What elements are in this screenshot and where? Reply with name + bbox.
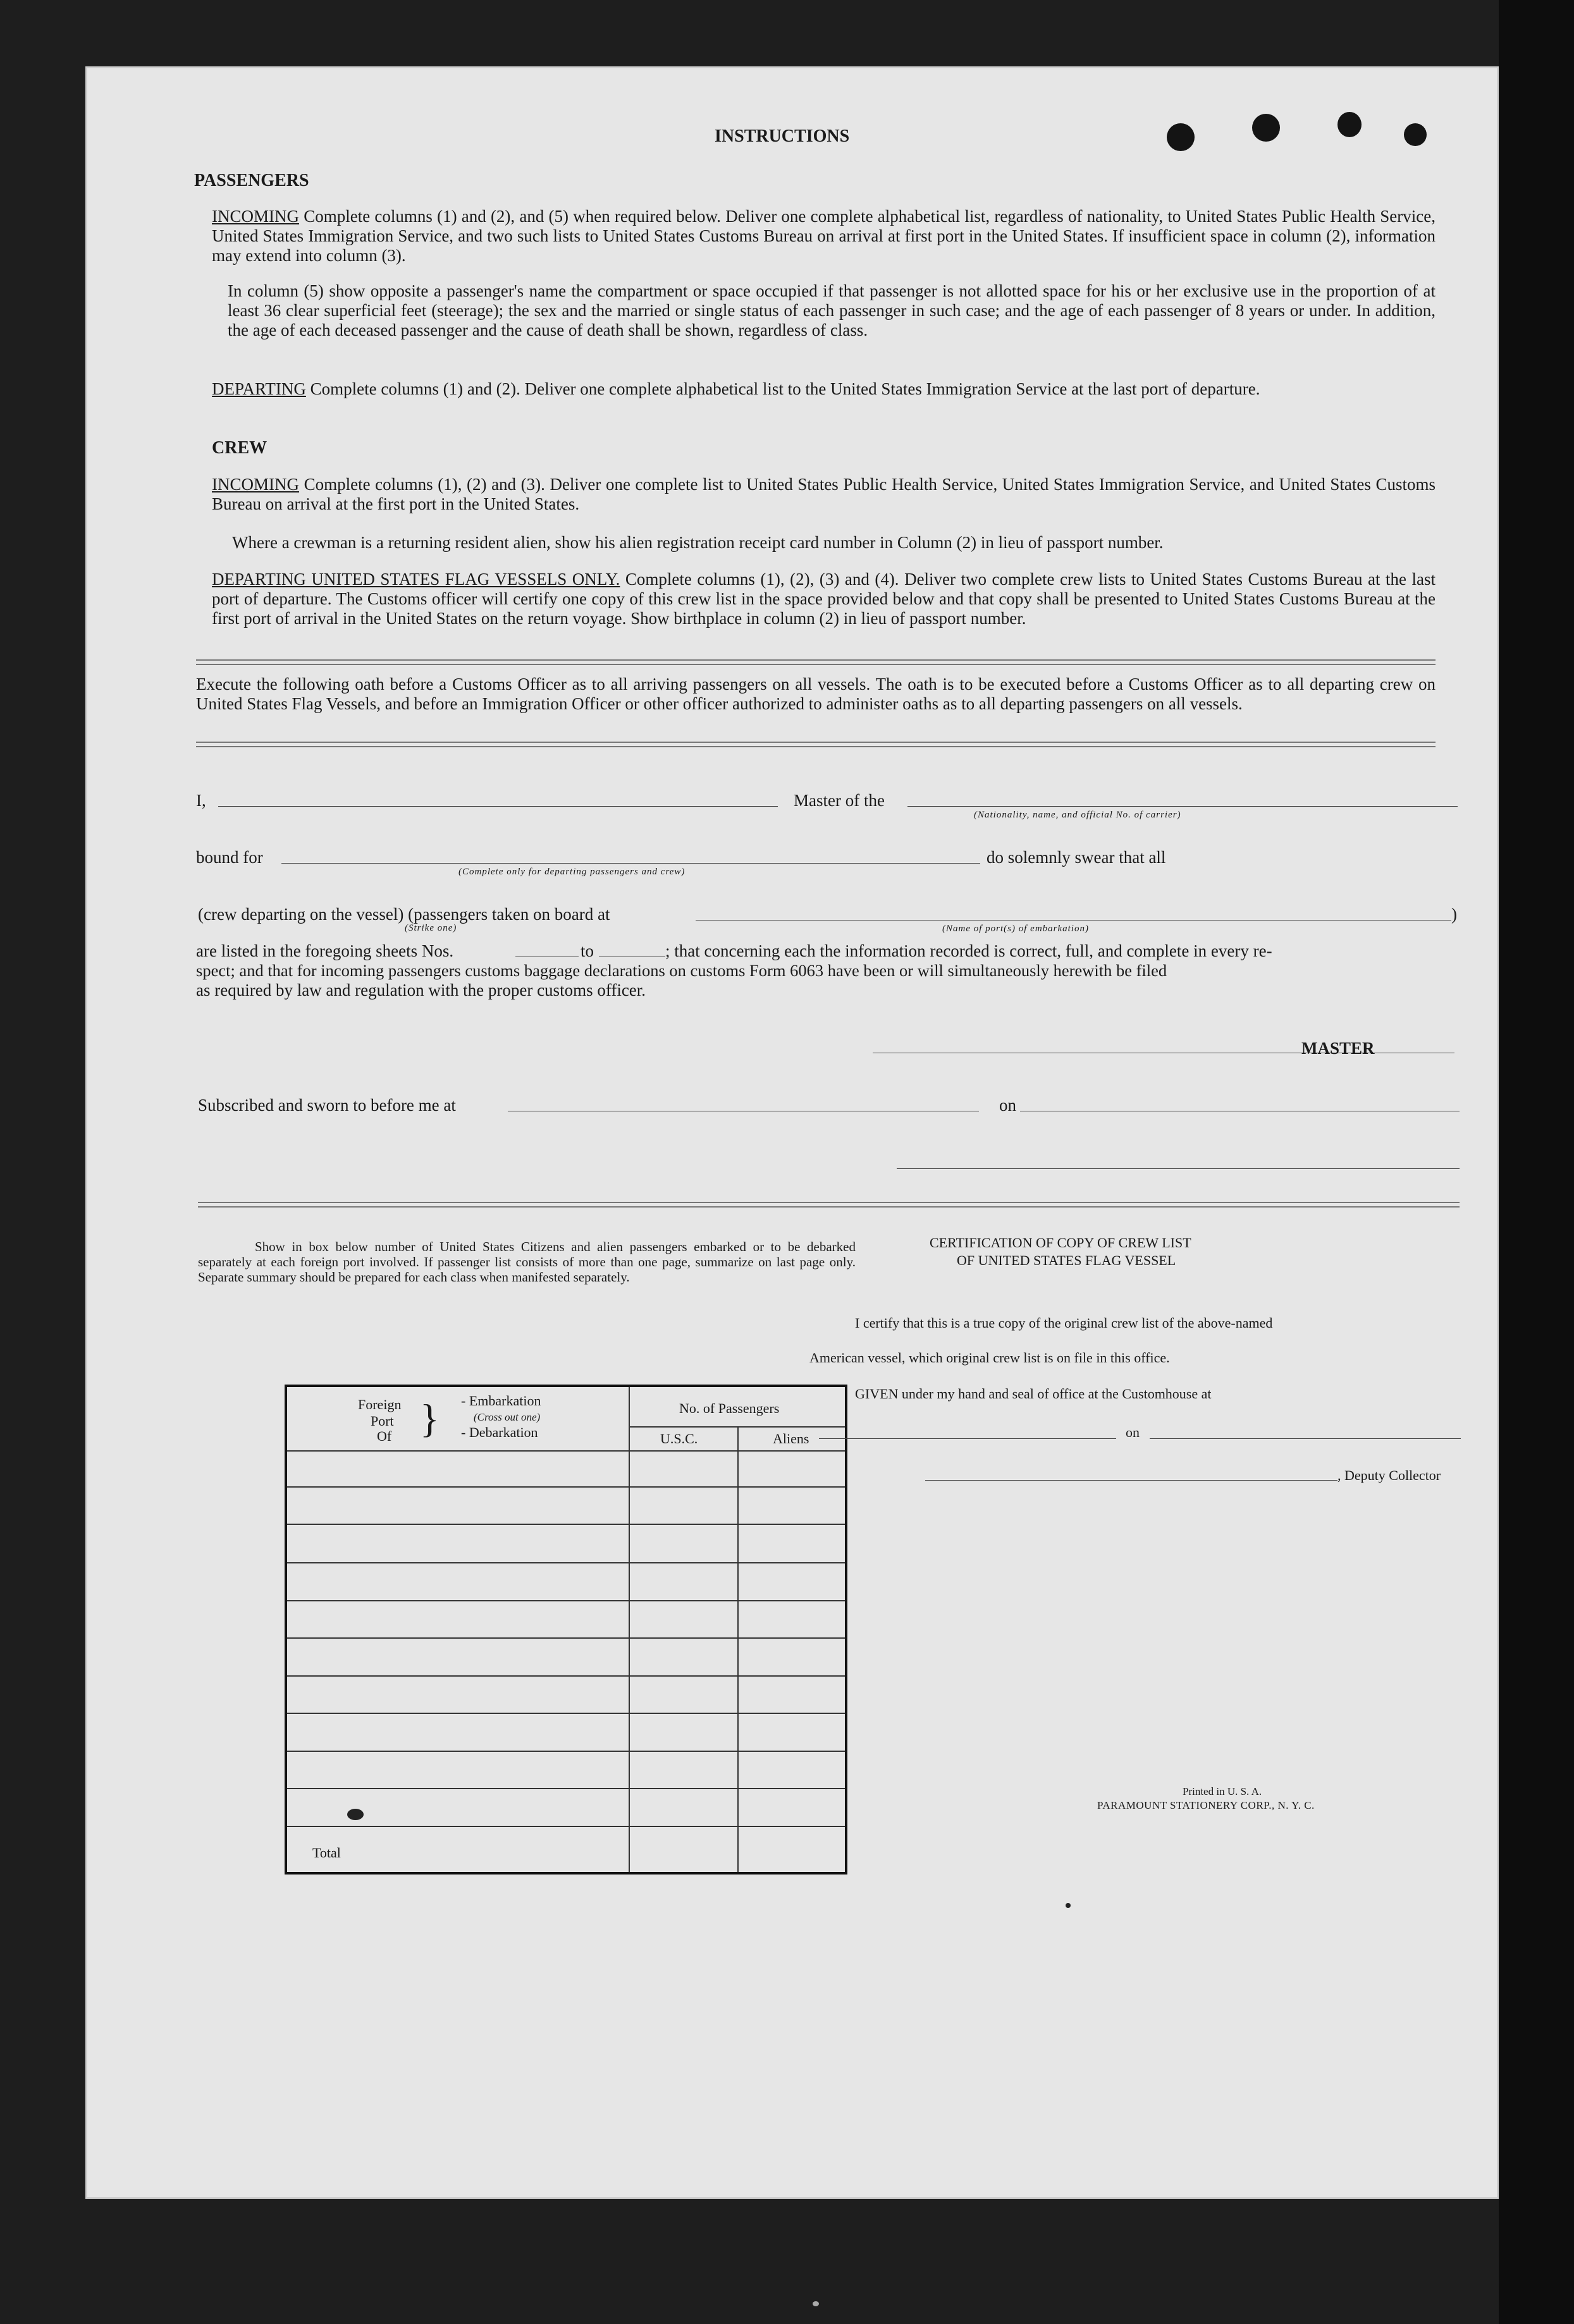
crew-departing-label: DEPARTING UNITED STATES FLAG VESSELS ONLY. — [212, 570, 620, 589]
crew-incoming-paragraph — [212, 475, 1436, 514]
carrier-caption: (Nationality, name, and official No. of carrier) — [974, 810, 1181, 820]
crew-incoming-label: INCOMING — [212, 475, 299, 494]
passengers-heading: PASSENGERS — [194, 171, 309, 190]
table-row-divider — [287, 1675, 845, 1677]
printed-in-label: Printed in U. S. A. — [1183, 1785, 1262, 1797]
crew-departing-paragraph — [212, 570, 1436, 628]
total-label: Total — [312, 1845, 341, 1861]
table-column-divider — [629, 1387, 630, 1872]
punch-hole — [1167, 123, 1195, 151]
incoming-text: Complete columns (1) and (2), and (5) when required below. Deliver one complete alphabetical list, regardless of nationality, to United States Public Health Service, United States Immigration Service, and two such lists to United States Customs Bureau on arrival at first port in the United States. If insufficient space in column (2), information may extend into column (3). — [212, 207, 1436, 265]
crew-departing-text: Complete columns (1), (2), (3) and (4). Deliver two complete crew lists to United States Customs Bureau at the last port of departure. The Customs officer will certify one copy of this crew list in the space provided below and that copy shall be presented to United States Customs Bureau at the first port of arrival in the United States on the return voyage. Show birthplace in column (2) in lieu of passport number. — [212, 570, 1436, 628]
table-row-divider — [287, 1450, 845, 1452]
customhouse-field[interactable] — [819, 1438, 1116, 1439]
certification-title-2: OF UNITED STATES FLAG VESSEL — [957, 1252, 1176, 1268]
given-text: GIVEN under my hand and seal of office at the Customhouse at — [855, 1386, 1212, 1402]
crew-incoming-text: Complete columns (1), (2) and (3). Deliver one complete list to United States Public Health Service, United States Immigration Service, and United States Customs Bureau on arrival at the first port in the United States. — [212, 475, 1436, 513]
printer-name-label: PARAMOUNT STATIONERY CORP., N. Y. C. — [1097, 1799, 1315, 1811]
table-row-divider — [287, 1524, 845, 1525]
sworn-on-label: on — [999, 1096, 1016, 1115]
cross-out-label: (Cross out one) — [474, 1411, 541, 1423]
departing-text: Complete columns (1) and (2). Deliver one complete alphabetical list to the United States Immigration Service at the last port of departure. — [310, 379, 1260, 398]
deputy-signature-field[interactable] — [925, 1480, 1337, 1481]
punch-hole — [1252, 114, 1280, 142]
crew-passengers-label: (crew departing on the vessel) (passengers taken on board at — [198, 905, 610, 924]
sheets-prefix: are listed in the foregoing sheets Nos. — [196, 941, 454, 960]
table-row-divider — [287, 1637, 845, 1639]
no-passengers-label: No. of Passengers — [679, 1400, 780, 1416]
summary-intro: Show in box below number of United States Citizens and alien passengers embarked or to be debarked separately at each foreign port involved. If passenger list consists of more than one page, summarize on last page only. Separate summary should be prepared for each class when manifested separately. — [198, 1239, 856, 1285]
strike-caption: (Strike one) — [405, 923, 457, 933]
punch-hole — [1337, 112, 1362, 137]
divider — [196, 746, 1436, 747]
divider — [196, 659, 1436, 661]
table-row-divider — [287, 1486, 845, 1488]
of-label: Of — [377, 1428, 392, 1444]
certification-on-label: on — [1126, 1424, 1140, 1440]
master-of-label: Master of the — [794, 791, 885, 810]
sheets-line2: spect; and that for incoming passengers customs baggage declarations on customs Form 6063 have been or will simultaneously herewith be filed — [196, 961, 1167, 980]
certification-date-field[interactable] — [1150, 1438, 1461, 1439]
sheets-suffix: ; that concerning each the information recorded is correct, full, and complete in every re- — [665, 941, 1272, 960]
debarkation-label: - Debarkation — [461, 1424, 538, 1440]
table-row-divider — [287, 1713, 845, 1714]
bound-for-field[interactable] — [281, 863, 980, 864]
divider — [196, 742, 1436, 743]
sheets-line3: as required by law and regulation with the proper customs officer. — [196, 981, 646, 1000]
oath-i-label: I, — [196, 791, 206, 810]
brace-symbol: } — [420, 1396, 440, 1441]
passengers-incoming-paragraph — [196, 207, 1436, 266]
ink-speck — [1066, 1903, 1071, 1908]
subscribed-label: Subscribed and sworn to before me at — [198, 1096, 456, 1115]
table-row-divider — [287, 1788, 845, 1789]
divider — [196, 664, 1436, 665]
divider — [198, 1202, 1460, 1203]
carrier-field[interactable] — [907, 806, 1458, 807]
incoming-label: INCOMING — [212, 207, 299, 226]
passengers-departing-paragraph — [212, 379, 1436, 399]
ink-mark — [347, 1809, 364, 1820]
foreign-label: Foreign — [358, 1397, 402, 1412]
embark-caption: (Name of port(s) of embarkation) — [942, 924, 1089, 934]
usc-label: U.S.C. — [660, 1431, 698, 1446]
master-label: MASTER — [1301, 1039, 1375, 1058]
punch-hole — [1404, 123, 1427, 146]
table-row-divider — [287, 1751, 845, 1752]
table-row-divider — [287, 1826, 845, 1827]
passenger-summary-table — [285, 1385, 847, 1874]
swear-label: do solemnly swear that all — [987, 848, 1166, 867]
port-label: Port — [371, 1413, 394, 1429]
document-page — [85, 66, 1499, 2199]
departing-label: DEPARTING — [212, 379, 306, 398]
officer-signature-field[interactable] — [897, 1168, 1460, 1169]
certify-text: I certify that this is a true copy of the original crew list of the above-named — [855, 1315, 1273, 1331]
vessel-text: American vessel, which original crew list is on file in this office. — [809, 1350, 1170, 1366]
close-paren: ) — [1451, 905, 1457, 924]
ink-speck — [813, 2301, 819, 2306]
scanner-edge — [1499, 0, 1574, 2324]
table-column-divider — [737, 1426, 739, 1872]
sheets-to: to — [581, 941, 594, 960]
master-name-field[interactable] — [218, 806, 778, 807]
deputy-collector-label: , Deputy Collector — [1337, 1467, 1441, 1483]
oath-intro: Execute the following oath before a Customs Officer as to all arriving passengers on all vessels. The oath is to be executed before a Customs Officer as to all departing crew on United States Flag Vessels, and before an Immigration Officer or other officer authorized to administer oaths as to all departing passengers on all vessels. — [196, 675, 1436, 713]
table-row-divider — [287, 1562, 845, 1563]
crew-resident-paragraph: Where a crewman is a returning resident alien, show his alien registration receipt card number in Column (2) in lieu of passport number. — [232, 533, 1164, 552]
page-title: INSTRUCTIONS — [715, 126, 850, 146]
bound-caption: (Complete only for departing passengers and crew) — [458, 867, 686, 877]
aliens-label: Aliens — [773, 1431, 809, 1446]
divider — [198, 1206, 1460, 1208]
certification-title-1: CERTIFICATION OF COPY OF CREW LIST — [930, 1235, 1191, 1251]
bound-for-label: bound for — [196, 848, 263, 867]
table-subheader-divider — [629, 1426, 845, 1428]
crew-heading: CREW — [212, 438, 267, 458]
table-row-divider — [287, 1600, 845, 1601]
passengers-column5-paragraph: In column (5) show opposite a passenger's name the compartment or space occupied if that passenger is not allotted space for his or her exclusive use in the proportion of at least 36 clear superficial feet (steerage); the sex and the married or single status of each passenger in such case; and the age of each passenger of 8 years or under. In addition, the age of each deceased passenger and the cause of death shall be shown, regardless of class. — [228, 281, 1436, 339]
embarkation-label: - Embarkation — [461, 1393, 541, 1409]
